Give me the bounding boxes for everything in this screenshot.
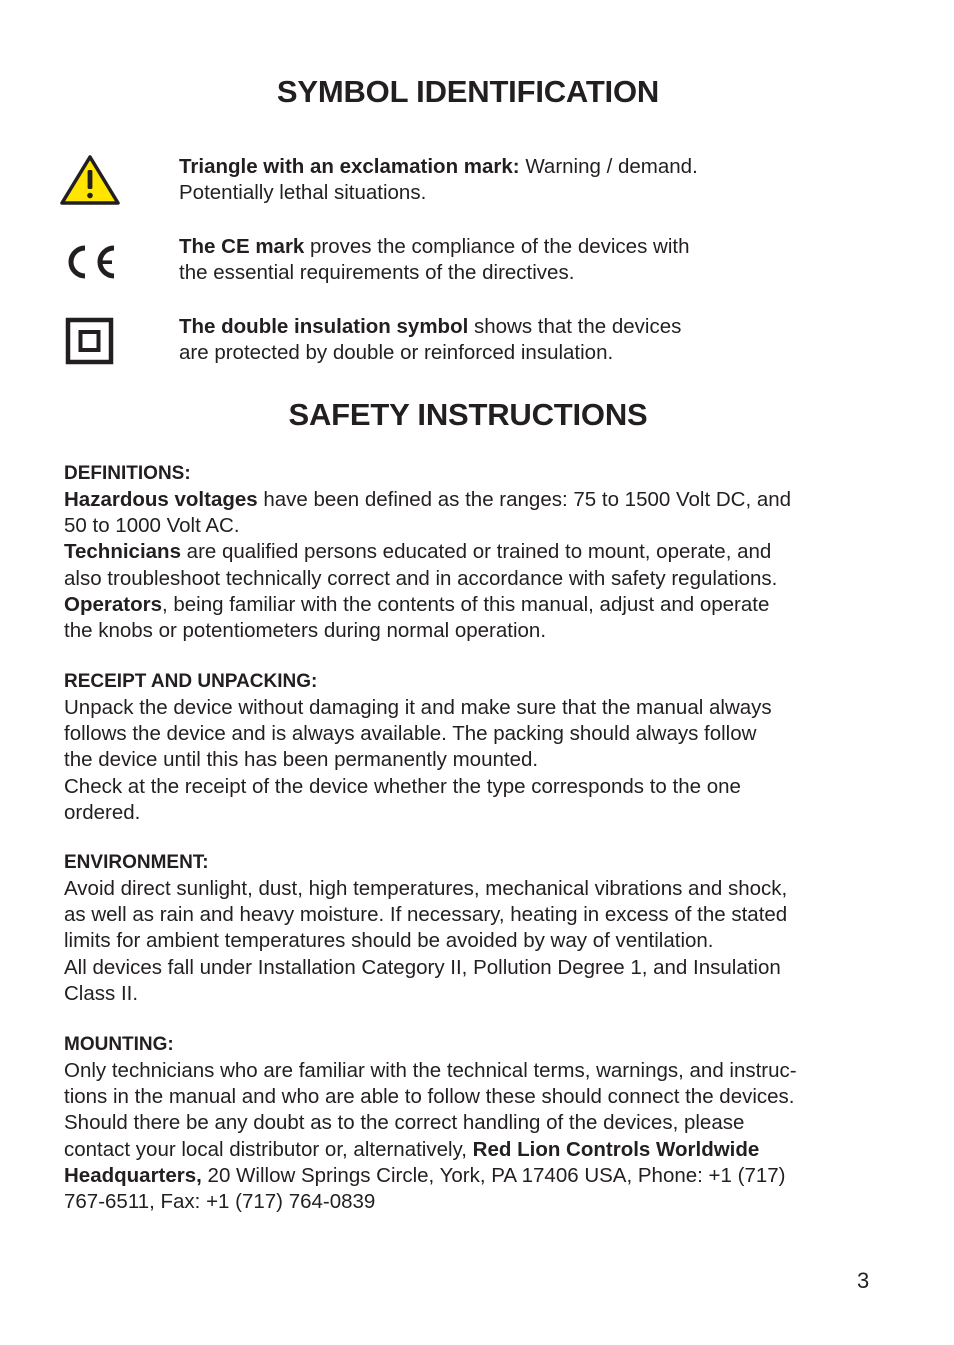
receipt-line: Check at the receipt of the device whether the type corresponds to the one (64, 774, 741, 798)
double-insulation-description (179, 314, 779, 366)
operators-term: Operators (64, 592, 162, 616)
mounting-contact-text: contact your local distributor or, alternatively, (64, 1137, 473, 1161)
warning-text-line2: Potentially lethal situations. (179, 181, 427, 204)
hazardous-voltages-text: have been defined as the ranges: 75 to 1500 Volt DC, and (257, 488, 792, 511)
receipt-line: follows the device and is always available. The packing should always follow (64, 722, 757, 746)
double-insulation-text: shows that the devices (468, 315, 682, 338)
warning-description (179, 154, 779, 206)
receipt-line: the device until this has been permanently mounted. (64, 748, 539, 772)
symbol-row-double-insulation (60, 314, 880, 374)
symbol-row-ce (60, 234, 880, 294)
double-insulation-icon (60, 314, 128, 374)
hazardous-voltages-term: Hazardous voltages (64, 488, 258, 511)
technicians-text: are qualified persons educated or trained to mount, operate, and (180, 540, 772, 564)
company-phone-fax: 767-6511, Fax: +1 (717) 764-0839 (64, 1190, 376, 1214)
double-insulation-text-line2: are protected by double or reinforced insulation. (179, 341, 614, 364)
environment-section (64, 850, 884, 1007)
symbol-row-warning (60, 154, 880, 214)
company-name-suffix: Headquarters, (64, 1163, 202, 1187)
environment-line: as well as rain and heavy moisture. If necessary, heating in excess of the stated (64, 903, 788, 927)
definitions-heading: DEFINITIONS: (64, 463, 191, 484)
ce-mark-icon (60, 234, 128, 294)
hazardous-voltages-text-line2: 50 to 1000 Volt AC. (64, 514, 240, 538)
definitions-section (64, 461, 884, 644)
mounting-section (64, 1032, 884, 1215)
environment-line: limits for ambient temperatures should be avoided by way of ventilation. (64, 929, 714, 953)
safety-instructions-title: SAFETY INSTRUCTIONS (288, 397, 648, 432)
environment-line: Avoid direct sunlight, dust, high temperatures, mechanical vibrations and shock, (64, 877, 788, 900)
mounting-line: tions in the manual and who are able to follow these should connect the devices. (64, 1085, 795, 1109)
operators-text: , being familiar with the contents of this manual, adjust and operate (161, 592, 770, 616)
ce-text-line2: the essential requirements of the directives. (179, 261, 575, 284)
warning-triangle-icon (60, 154, 128, 214)
ce-description (179, 234, 779, 286)
receipt-section (64, 669, 884, 826)
environment-line: Class II. (64, 981, 139, 1005)
mounting-line: Should there be any doubt as to the correct handling of the devices, please (64, 1111, 745, 1135)
receipt-line: ordered. (64, 800, 141, 824)
environment-heading: ENVIRONMENT: (64, 852, 209, 873)
receipt-heading: RECEIPT AND UNPACKING: (64, 671, 318, 692)
mounting-heading: MOUNTING: (64, 1034, 174, 1055)
environment-line: All devices fall under Installation Category II, Pollution Degree 1, and Insulation (64, 955, 781, 979)
warning-text: Warning / demand. (519, 155, 698, 178)
technicians-text-line2: also troubleshoot technically correct and in accordance with safety regulations. (64, 566, 778, 590)
operators-text-line2: the knobs or potentiometers during normal operation. (64, 619, 547, 643)
technicians-term: Technicians (64, 540, 181, 564)
warning-term: Triangle with an exclamation mark: (179, 155, 520, 178)
company-address: 20 Willow Springs Circle, York, PA 17406 USA, Phone: +1 (717) (201, 1163, 786, 1187)
company-name: Red Lion Controls Worldwide (472, 1137, 760, 1161)
symbol-identification-title: SYMBOL IDENTIFICATION (276, 74, 660, 109)
page-number: 3 (857, 1268, 870, 1293)
double-insulation-term: The double insulation symbol (179, 315, 469, 338)
ce-term: The CE mark (179, 235, 305, 258)
ce-text: proves the compliance of the devices with (304, 235, 690, 258)
mounting-line: Only technicians who are familiar with the technical terms, warnings, and instruc- (64, 1059, 797, 1082)
receipt-line: Unpack the device without damaging it and make sure that the manual always (64, 696, 772, 719)
